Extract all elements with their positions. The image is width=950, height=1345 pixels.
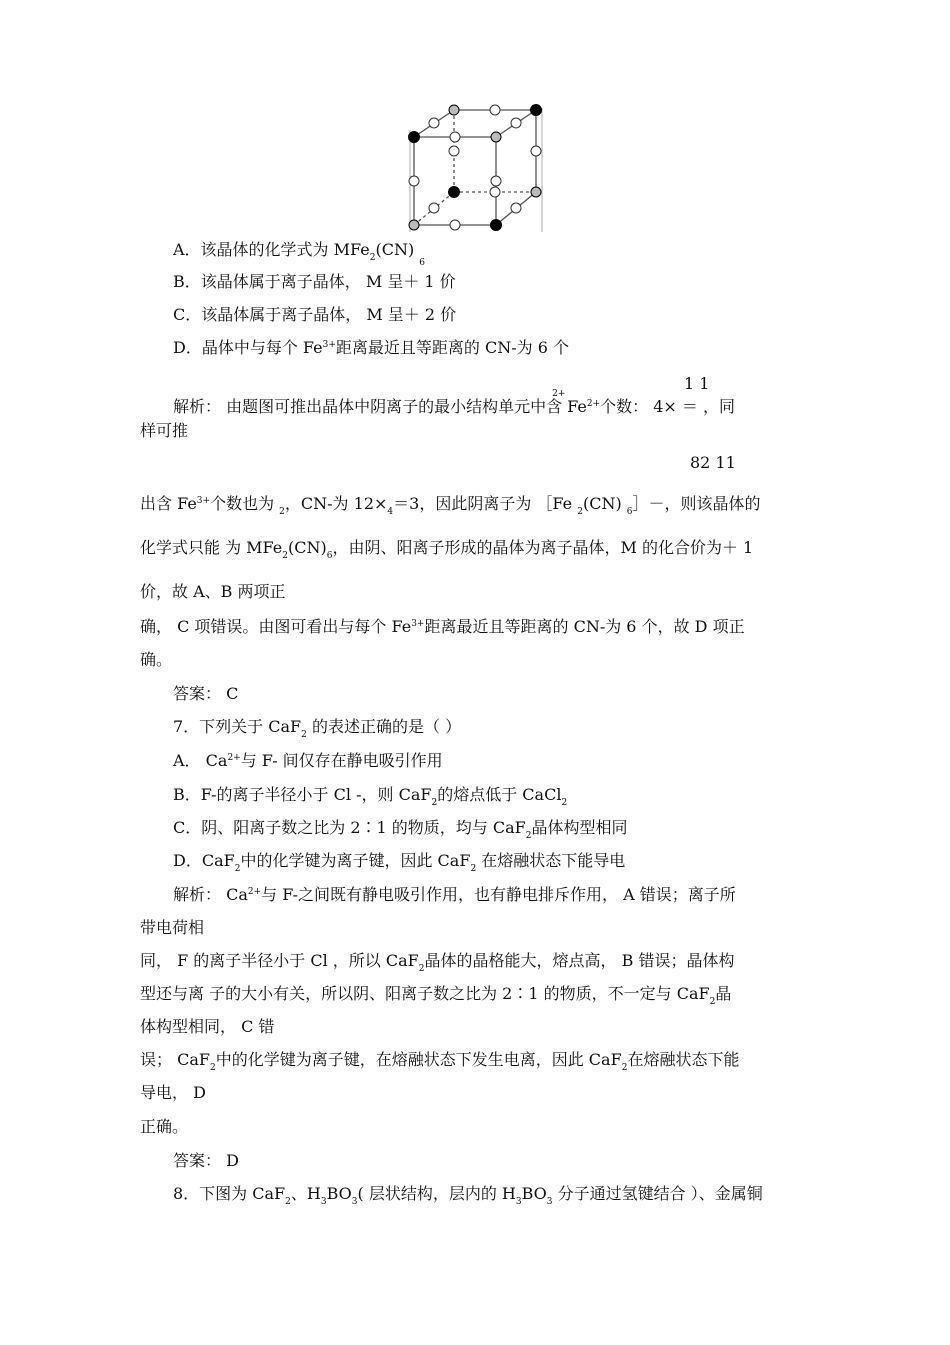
option-6b: B．该晶体属于离子晶体， M 呈＋ 1 价: [173, 272, 456, 291]
option-7d: D．CaF$_2$中的化学键为离子键，因此 CaF$_2$ 在熔融状态下能导电: [173, 851, 626, 874]
answer-6: 答案： C: [173, 684, 239, 703]
analysis6-line5: 价，故 A、B 两项正: [140, 582, 286, 601]
analysis7-line7: 导电， D: [140, 1083, 206, 1102]
answer-7: 答案： D: [173, 1151, 239, 1170]
crystal-unit-cell-figure: [404, 100, 554, 235]
option-6a: A．该晶体的化学式为 MFe$_2$(CN) $_6$: [173, 240, 426, 268]
analysis6-line1: 解析： 由题图可推出晶体中阴离子的最小结构单元中含 2+ $Fe^{2+}$个数： 4× ＝ ，同: [173, 389, 736, 416]
analysis7-line1: 解析： $Ca^{2+}$与 F-之间既有静电吸引作用，也有静电排斥作用， A 错误；离子所: [173, 885, 736, 904]
option-6c: C．该晶体属于离子晶体， M 呈＋ 2 价: [173, 305, 457, 324]
fraction-numerators: 1 1: [684, 374, 710, 393]
option-7b: B．F-的离子半径小于 Cl -，则 CaF$_2$的熔点低于 CaCl$_2$: [173, 785, 568, 808]
analysis6-line4: 化学式只能 为 $MFe_2(CN)_6$，由阴、阳离子形成的晶体为离子晶体，M 的化合价为＋ 1: [140, 538, 754, 561]
analysis7-line5: 体构型相同， C 错: [140, 1017, 275, 1036]
option-7c: C．阴、阳离子数之比为 2∶1 的物质，均与 CaF$_2$晶体构型相同: [173, 818, 628, 841]
analysis6-line6: 确， C 项错误。由图可看出与每个 $Fe^{3+}$距离最近且等距离的 CN-为 6 个，故 D 项正: [140, 617, 745, 636]
analysis7-line6: 误； CaF$_2$中的化学键为离子键，在熔融状态下发生电离，因此 CaF$_2$在熔融状态下能: [140, 1050, 740, 1073]
analysis7-line8: 正确。: [140, 1117, 189, 1136]
question-7-stem: 7．下列关于 CaF$_2$ 的表述正确的是（ ）: [173, 717, 462, 740]
analysis7-line4: 型还与离 子的大小有关，所以阴、阳离子数之比为 2∶1 的物质，不一定与 CaF$_2$晶: [140, 984, 732, 1007]
analysis6-line3: 出含 $Fe^{3+}$个数也为 $_2$，CN-为 $12\times_4=3$，因此阴离子为 ［Fe $_2$(CN) $_6$］－，则该晶体的: [140, 494, 761, 517]
analysis6-line7: 确。: [140, 650, 173, 669]
analysis6-line2: 样可推: [140, 421, 189, 440]
option-7a: A． $Ca^{2+}$与 F- 间仅存在静电吸引作用: [173, 751, 443, 770]
fraction-denominators: 82 11: [690, 453, 736, 472]
analysis7-line3: 同， F 的离子半径小于 Cl ，所以 CaF$_2$晶体的晶格能大，熔点高， B 错误；晶体构: [140, 951, 735, 974]
question-8-stem: 8．下图为 CaF$_2$、$H_3BO_3$( 层状结构，层内的 $H_3BO_3$ 分子通过氢键结合 ）、金属铜: [173, 1184, 763, 1207]
option-6d: D．晶体中与每个 $Fe^{3+}$距离最近且等距离的 CN-为 6 个: [173, 338, 569, 357]
analysis7-line2: 带电荷相: [140, 918, 205, 937]
